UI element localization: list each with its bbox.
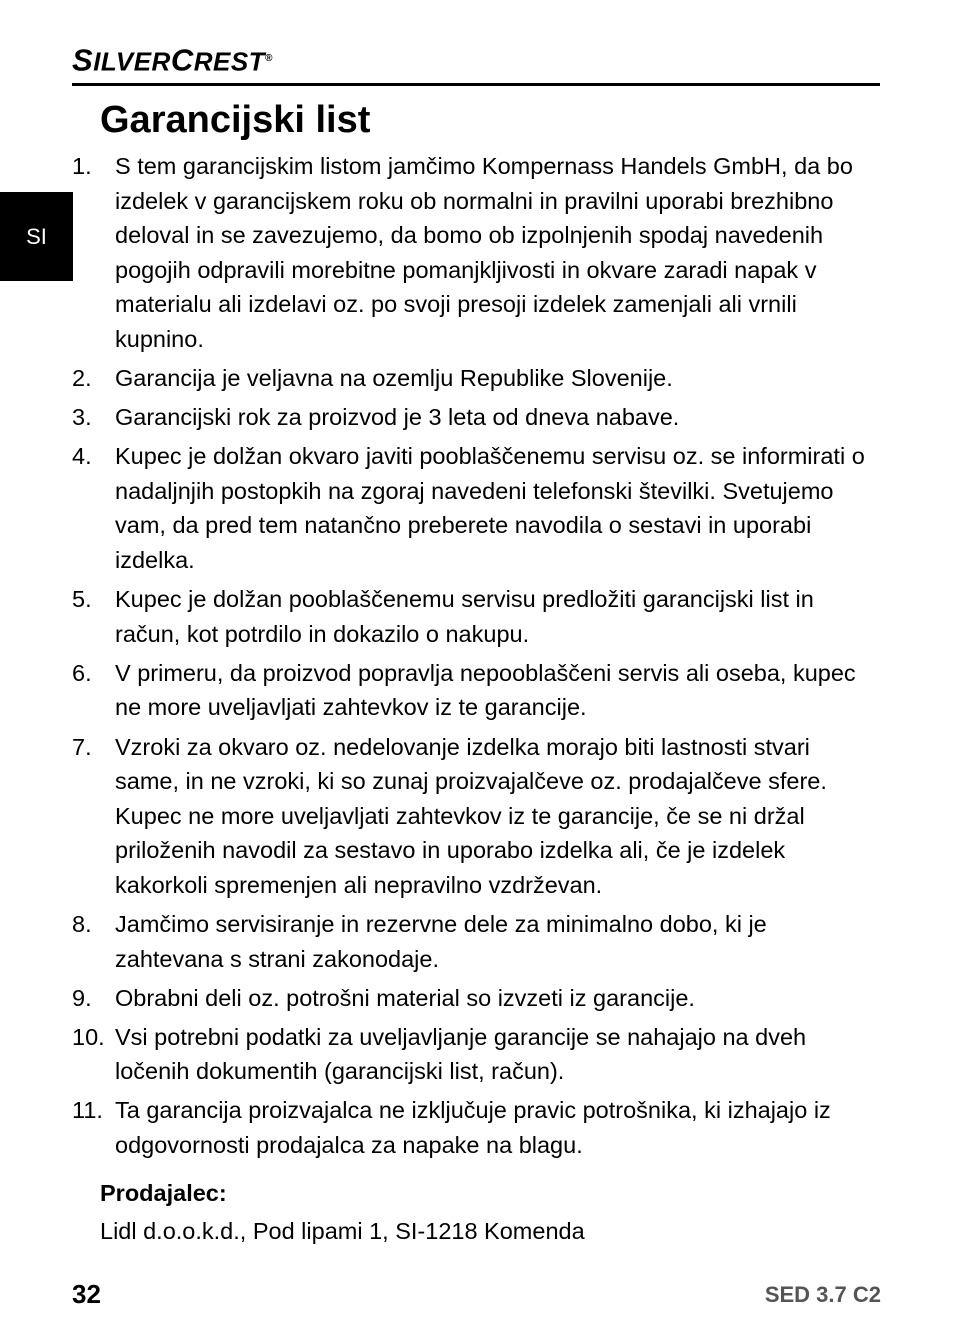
item-text: S tem garancijskim listom jamčimo Kompernass Handels GmbH, da bo izdelek v garancijskem roku ob normalni in pravilni uporabi brezhibno deloval in se zavezujemo, da bomo ob izpolnjenih spodaj navedenih pogojih odpravili morebitne pomanjkljivosti in okvare zaradi napak v materialu ali izdelavi oz. po svoji presoji izdelek zamenjali ali vrnili kupnino. [115,153,853,352]
list-item [72,907,872,976]
item-text: V primeru, da proizvod popravlja nepooblaščeni servis ali oseba, kupec ne more uveljavljati zahtevkov iz te garancije. [115,659,856,721]
item-number: 1. [72,153,92,179]
brand-initial-c: C [170,42,194,78]
page-title: Garancijski list [100,99,371,141]
list-item [72,730,872,903]
item-number: 2. [72,365,92,392]
language-tab [0,192,73,281]
item-number: 7. [72,733,92,760]
item-text: Ta garancija proizvajalca ne izključuje pravic potrošnika, ki izhajajo iz odgovornosti prodajalca za napake na blagu. [115,1097,831,1159]
list-item [72,1093,872,1162]
registered-mark: ® [265,53,273,64]
item-text: Jamčimo servisiranje in rezervne dele za minimalno dobo, ki je zahtevana s strani zakonodaje. [115,910,767,972]
list-item [72,1020,872,1089]
brand-text-rest: REST [193,46,266,77]
item-text: Kupec je dolžan okvaro javiti pooblaščenemu servisu oz. se informirati o nadaljnjih postopkih na zgoraj navedeni telefonski številki. Svetujemo vam, da pred tem natančno preberete navodila o sestavi in uporabi izdelka. [115,443,865,574]
brand-text-ilver: ILVER [93,46,171,77]
list-item [72,656,872,725]
list-item [72,149,872,357]
list-item [72,582,872,651]
item-text: Obrabni deli oz. potrošni material so izvzeti iz garancije. [115,984,695,1011]
item-number: 9. [72,984,92,1011]
item-text: Vsi potrebni podatki za uveljavljanje garancije se nahajajo na dveh ločenih dokumentih (garancijski list, račun). [115,1023,807,1085]
item-text: Vzroki za okvaro oz. nedelovanje izdelka morajo biti lastnosti stvari same, in ne vzroki, ki so zunaj proizvajalčeve oz. prodajalčeve sfere. Kupec ne more uveljavljati zahtevkov iz te garancije, če se ni držal priloženih navodil za sestavo in uporabo izdelka ali, če je izdelek kakorkoli spremenjen ali nepravilno vzdrževan. [115,733,827,898]
item-number: 5. [72,586,92,613]
item-number: 6. [72,659,92,686]
item-number: 11. [72,1097,103,1124]
seller-label: Prodajalec: [100,1180,227,1206]
item-number: 8. [72,910,92,937]
seller-address: Lidl d.o.o.k.d., Pod lipami 1, SI-1218 Komenda [100,1218,585,1244]
model-number: SED 3.7 C2 [764,1282,881,1307]
header-divider [72,83,880,86]
item-text: Garancijski rok za proizvod je 3 leta od dneva nabave. [115,404,680,431]
brand-initial-s: S [72,42,94,78]
list-item [72,361,872,396]
list-item [72,439,872,577]
item-number: 10. [72,1023,105,1050]
item-number: 4. [72,443,92,470]
list-item [72,400,872,435]
brand-logo [72,42,273,79]
item-text: Kupec je dolžan pooblaščenemu servisu predložiti garancijski list in račun, kot potrdilo in dokazilo o nakupu. [115,586,814,647]
language-tab-label: SI [26,223,47,249]
item-text: Garancija je veljavna na ozemlju Republike Slovenije. [115,365,673,392]
warranty-terms-list [72,149,872,1167]
list-item [72,981,872,1016]
item-number: 3. [72,404,92,431]
page-number: 32 [72,1279,101,1309]
